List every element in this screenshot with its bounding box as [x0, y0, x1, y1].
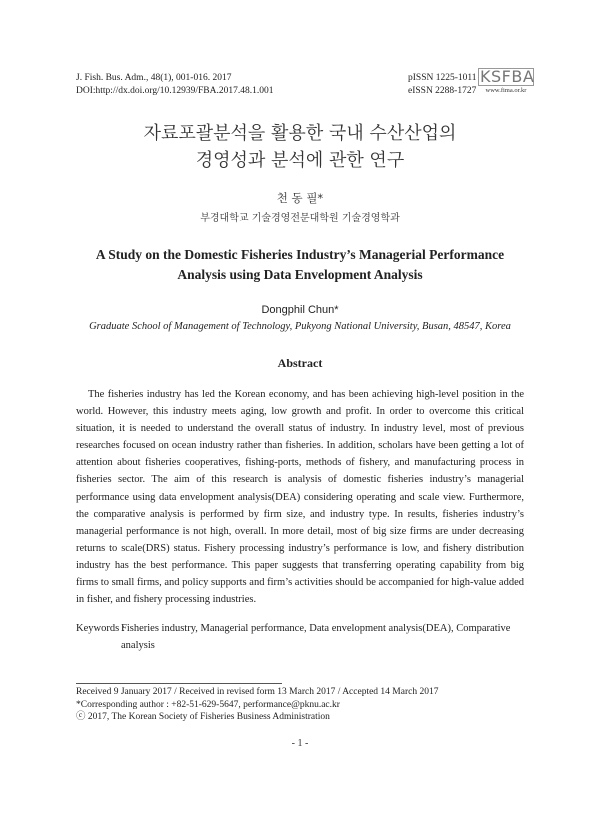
english-author: Dongphil Chun*	[261, 304, 339, 316]
received-dates: Received 9 January 2017 / Received in revised form 13 March 2017 / Accepted 14 March 2017	[76, 687, 439, 697]
korean-title	[0, 120, 600, 174]
korean-title-line1: 자료포괄분석을 활용한 국내 수산산업의	[143, 123, 457, 144]
korean-affiliation: 부경대학교 기술경영전문대학원 기술경영학과	[200, 213, 400, 224]
issn-block	[408, 72, 477, 97]
corresponding-author: *Corresponding author : +82-51-629-5647, performance@pknu.ac.kr	[76, 699, 340, 710]
logo-mark: KSFBA	[480, 67, 535, 86]
doi-link[interactable]: DOI:http://dx.doi.org/10.12939/FBA.2017.48.1.001	[76, 85, 274, 96]
eissn: eISSN 2288-1727	[408, 85, 477, 96]
english-title-line2: Analysis using Data Envelopment Analysis	[177, 267, 423, 282]
footnote-divider	[76, 683, 282, 684]
copyright: ⓒ 2017, The Korean Society of Fisheries Business Administration	[76, 712, 330, 722]
keywords-text: Fisheries industry, Managerial performance, Data envelopment analysis(DEA), Comparative analysis	[121, 623, 511, 651]
english-affiliation: Graduate School of Management of Technology, Pukyong National University, Busan, 48547, Korea	[89, 321, 511, 332]
abstract-body: The fisheries industry has led the Korean economy, and has been achieving high-level position in the world. However, this industry meets aging, low growth and profit. In order to overcome this critical situation, it is needed to understand the overall status of industry. In industry level, most of previous researches focused on ocean industry rather than fisheries. In addition, scholars have been getting a lot of attention about fisheries cooperatives, fishing-ports, methods of fishery, and manufacturing process in fisheries sector. The aim of this research is analysis of domestic fisheries industry’s managerial performance using data envelopment analysis(DEA) considering operating and scale view. Furthermore, the comparative analysis is performed by firm size, and industry type. In results, fisheries industry’s managerial performance is not high, overall. In more detail, most of big size firms are under decreasing returns to scale(DRS) status. Fishery processing industry’s performance is low, and fishery distribution industry has the best performance. This paper suggests that transferring operating capability from big firms to small firms, and policy supports and firm’s activities should be accompanied for high-value added in fisher, and fishery processing industries.	[76, 389, 524, 606]
page-number: - 1 -	[291, 738, 309, 749]
pissn: pISSN 1225-1011	[408, 73, 477, 83]
footnotes	[76, 686, 438, 724]
korean-author: 천 동 필*	[276, 191, 324, 205]
journal-header	[76, 72, 274, 97]
english-title	[0, 245, 600, 285]
keywords	[76, 620, 524, 654]
logo-url[interactable]: www.fima.or.kr	[485, 87, 527, 94]
journal-citation: J. Fish. Bus. Adm., 48(1), 001-016. 2017	[76, 73, 232, 83]
keywords-label: Keywords :	[76, 623, 125, 634]
society-logo	[478, 68, 534, 94]
korean-title-line2: 경영성과 분석에 관한 연구	[195, 150, 405, 171]
abstract-heading: Abstract	[277, 356, 323, 370]
english-title-line1: A Study on the Domestic Fisheries Industry’s Managerial Performance	[95, 247, 505, 262]
